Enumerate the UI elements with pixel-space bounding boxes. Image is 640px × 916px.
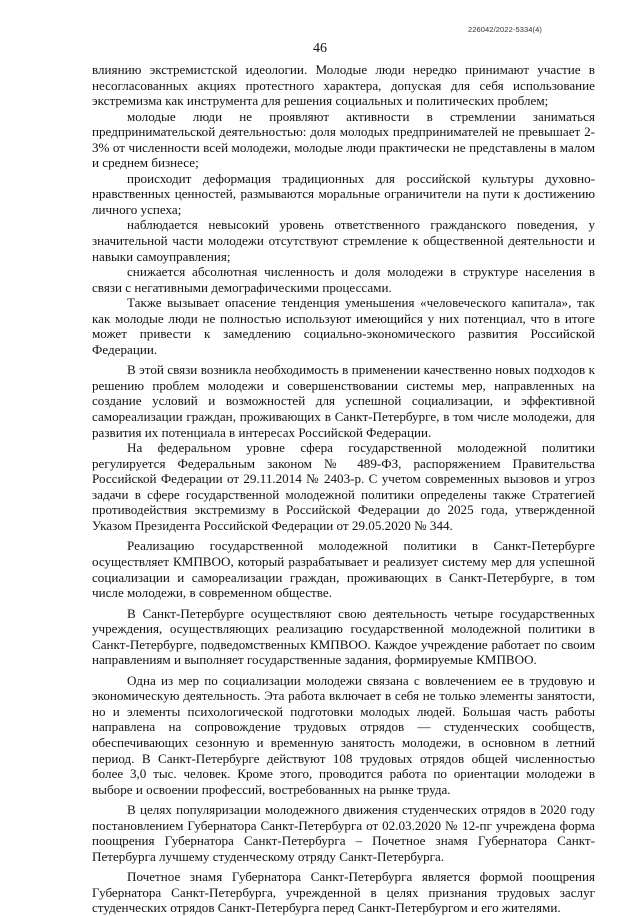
paragraph-labor-socialization: Одна из мер по социализации молодежи связана с вовлечением ее в трудовую и экономическую деятельность. Эта работа включает в себя не только элементы занятости, но и элементы психологической подготовки молодых людей. Большая часть работы направлена на сопровождение трудовых отрядов — студенческих сообществ, обеспечивающих сезонную и временную занятость молодежи, в основном в летний период. В Санкт-Петербурге действуют 108 трудовых отрядов общей численностью более 3,0 тыс. человек. Кроме этого, проводится работа по ориентации молодежи в выборе и освоении профессий, востребованных на рынке труда. bbox=[92, 672, 595, 797]
paragraph-honorary-banner: Почетное знамя Губернатора Санкт-Петербурга является формой поощрения Губернатора Санкт-Петербурга, учрежденной в целях признания трудовых заслуг студенческих отрядов Санкт-Петербурга перед Санкт-Петербургом и его жителями. bbox=[92, 869, 595, 916]
paragraph-entrepreneurship: молодые люди не проявляют активности в стремлении заниматься предпринимательской деятельностью: доля молодых предпринимателей не превышает 2-3% от численности всей молодежи, молодые люди практически не представлены в малом и среднем бизнесе; bbox=[92, 108, 595, 171]
paragraph-state-institutions: В Санкт-Петербурге осуществляют свою деятельность четыре государственных учреждения, осуществляющих реализацию государственной молодежной политики в Санкт-Петербурге, подведомственных КМПВОО. Каждое учреждение работает по своим направлениям и выполняет государственные задания, формируемые КМПВОО. bbox=[92, 605, 595, 668]
paragraph-human-capital: Также вызывает опасение тенденция уменьшения «человеческого капитала», так как молодые люди не полностью используют имеющийся у них потенциал, что в итоге может привести к замедлению социально-экономического развития Российской Федерации. bbox=[92, 295, 595, 357]
paragraph-traditional-values: происходит деформация традиционных для российской культуры духовно-нравственных ценностей, размываются моральные ограничители на пути к достижению личного успеха; bbox=[92, 170, 595, 217]
paragraph-civic-behavior: наблюдается невысокий уровень ответственного гражданского поведения, у значительной части молодежи отсутствуют стремление к общественной деятельности и навыки самоуправления; bbox=[92, 217, 595, 264]
paragraph-federal-level: На федеральном уровне сфера государственной молодежной политики регулируется Федеральным законом № 489-ФЗ, распоряжением Правительства Российской Федерации от 29.11.2014 № 2403-р. С учетом современных вызовов и угроз задачи в сфере государственной молодежной политики определены также Стратегией противодействия экстремизму в Российской Федерации до 2025 года, утвержденной Указом Президента Российской Федерации от 29.05.2020 № 344. bbox=[92, 440, 595, 533]
paragraph-demographics: снижается абсолютная численность и доля молодежи в структуре населения в связи с негативными демографическими процессами. bbox=[92, 264, 595, 295]
page-number: 46 bbox=[313, 41, 327, 56]
paragraph-extremism-ideology: влиянию экстремистской идеологии. Молодые люди нередко принимают участие в несогласованных акциях протестного характера, допуская для себя использование экстремизма как инструмента для решения социальных и политических проблем; bbox=[92, 62, 595, 109]
document-body bbox=[92, 62, 595, 916]
paragraph-new-approaches: В этой связи возникла необходимость в применении качественно новых подходов к решению проблем молодежи и совершенствовании системы мер, направленных на создание условий и возможностей для успешной социализации, и эффективной самореализации граждан, проживающих в Санкт-Петербурге, в том числе молодежи, для развития их потенциала в интересах Российской Федерации. bbox=[92, 362, 595, 440]
paragraph-student-brigades-2020: В целях популяризации молодежного движения студенческих отрядов в 2020 году постановлением Губернатора Санкт-Петербурга от 02.03.2020 № 12-пг учреждена форма поощрения Губернатора Санкт-Петербурга – Почетное знамя Губернатора Санкт-Петербурга лучшему студенческому отряду Санкт-Петербурга. bbox=[92, 802, 595, 864]
paragraph-kmpvoo-implementation: Реализацию государственной молодежной политики в Санкт-Петербурге осуществляет КМПВОО, который разрабатывает и реализует систему мер для успешной социализации и самореализации граждан, проживающих в Санкт-Петербурге, в том числе молодежи, в современном обществе. bbox=[92, 538, 595, 601]
document-reference-number: 226042/2022-5334(4) bbox=[467, 25, 542, 34]
